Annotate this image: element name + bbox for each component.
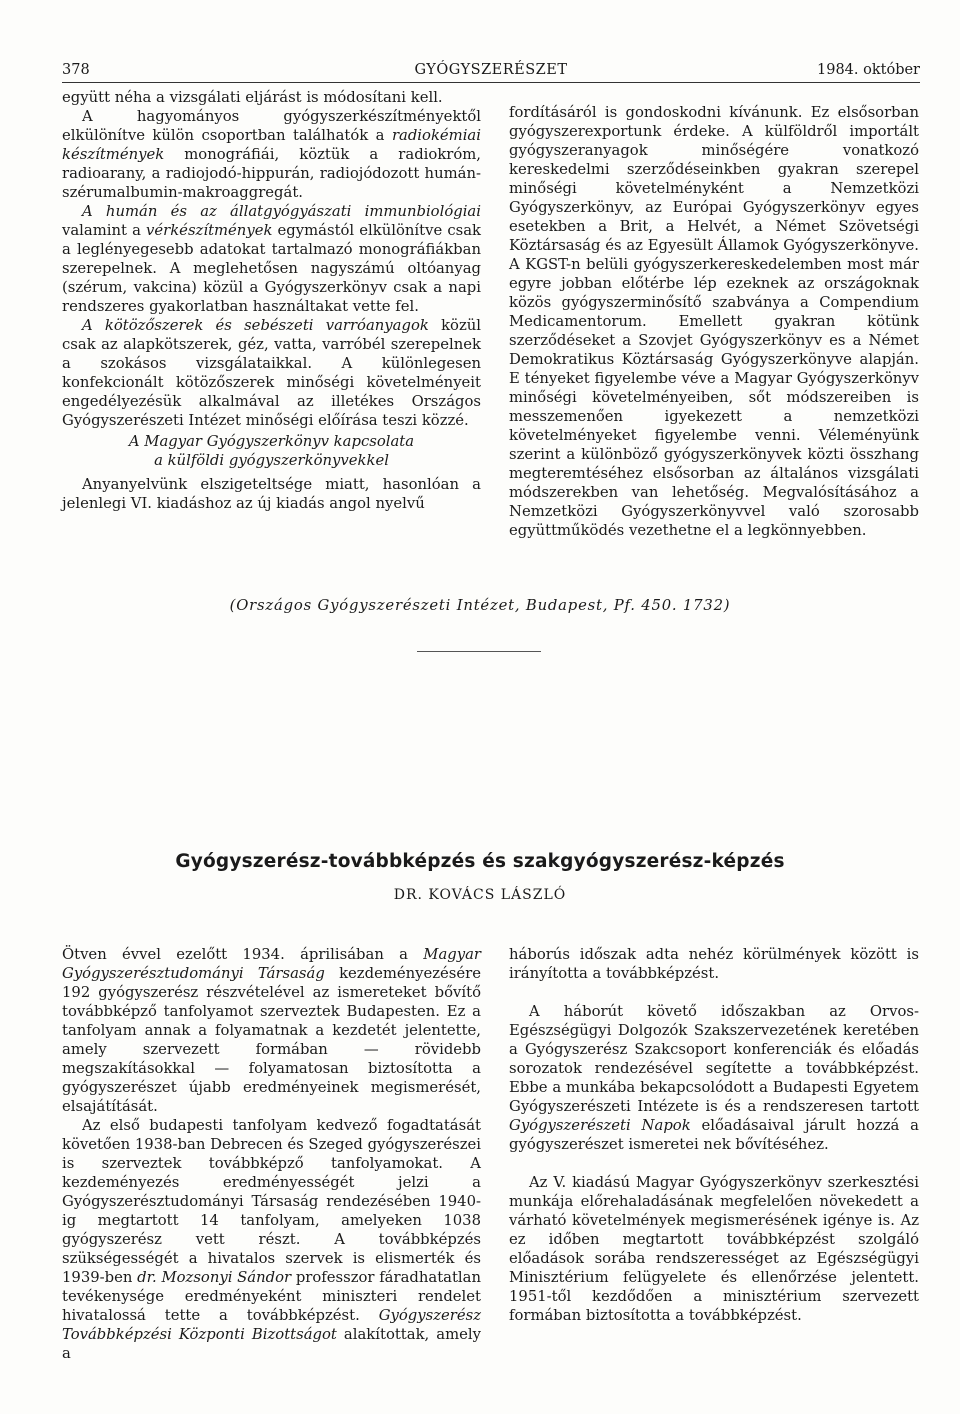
paragraph: Az első budapesti tanfolyam kedvező fogadtatását követően 1938-ban Debrecen és Szeged gyógyszerészei is szerveztek továbbképző tanfolyamokat. A kezdeményezés eredményességét jelzi a Gyógyszerésztudományi Társaság rendezésében 1940-ig megtartott 14 tanfolyam, amelyeken 1038 gyógyszerész vett részt. A továbbképzés szükségességét a hivatalos szervek is elismerték és 1939-ben dr. Mozsonyi Sándor professzor fáradhatatlan tevékenysége eredményeként miniszteri rendelet hivatalossá tette a továbbképzést. Gyógyszerész Továbbképzési Központi Bizottságot alakítottak, amely a — [62, 1117, 482, 1362]
paragraph: A kötözőszerek és sebészeti varróanyagok közül csak az alapkötszerek, géz, vatta, varróbél szerepelnek a szokásos vizsgálataikkal. A különlegesen konfekcionált kötözőszerek minőségi követelményeit engedélyezésük alkalmával az illetékes Országos Gyógyszerészeti Intézet minőségi előírása teszi közzé. — [62, 317, 482, 429]
paragraph: A háborút követő időszakban az Orvos-Egészségügyi Dolgozók Szakszervezetének keretében a Gyógyszerész Szakcsoport konferenciák és előadás sorozatok rendezésével segítette a továbbképzést. Ebbe a munkába bekapcsolódott a Budapesti Egyetem Gyógyszerészeti Intézete is és a rendszeresen tartott Gyógyszerészeti Napok előadásaival járult hozzá a gyógyszerészet ismeretei nek bővítéséhez. — [509, 1003, 919, 1153]
bottom-left-column — [62, 945, 481, 1363]
divider — [417, 651, 541, 652]
article-title: Gyógyszerész-továbbképzés és szakgyógyszerész-képzés — [175, 851, 785, 872]
paragraph: Ötven évvel ezelőtt 1934. áprilisában a Magyar Gyógyszerésztudományi Társaság kezdeményezésére 192 gyógyszerész részvételével az ismereteket bővítő továbbképző tanfolyamot szerveztek Budapesten. Ez a tanfolyam annak a folyamatnak a kezdetét jelentette, amely szervezett formában — rövidebb megszakításokkal — folyamatosan biztosította a gyógyszerészet újabb eredményeinek megismerését, elsajátítását. — [62, 946, 481, 1115]
paragraph: A humán és az állatgyógyászati immunbiológiai valamint a vérkészítmények egymástól elkülönítve csak a leglényegesebb adatokat tartalmazó monográfiákban szerepelnek. A meglehetősen nagyszámú oltóanyag (szérum, vakcina) közül a Gyógyszerkönyv csak a napi rendszeres gyakorlatban használtakat vette fel. — [62, 203, 481, 315]
page-number: 378 — [62, 62, 90, 78]
running-head — [62, 60, 920, 83]
paragraph: fordításáról is gondoskodni kívánunk. Ez elsősorban gyógyszerexportunk érdeke. A külföldről importált gyógyszeranyagok minőségére vonatkozó kereskedelmi szerződéseinkben gyakran szerepel minőségi követelményként a Nemzetközi Gyógyszerkönyv, az Európai Gyógyszerkönyv egyes esetekben a Brit, a Helvét, a Német Szövetségi Köztársaság és az Egyesült Államok Gyógyszerkönyve. A KGST-n belüli gyógyszerkereskedelemben most már egyre jobban előtérbe lép ezeknek az országoknak közös gyógyszerminősítő szabványa a Compendium Medicamentorum. Emellett gyakran kötünk szerződéseket a Szovjet Gyógyszerkönyv es a Német Demokratikus Köztársaság Gyógyszerkönyve alapján. E tényeket figyelembe véve a Magyar Gyógyszerkönyv minőségi követelményeiben, sőt módszereiben is messzemenően igyekezett a nemzetközi követelményeket figyelembe venni. Véleményünk szerint a különböző gyógyszerkönyvek közti összhang megteremtéséhez elsősorban az általános vizsgálati módszerekben van lehetőség. Megvalósításához a Nemzetközi Gyógyszerkönyvvel való szorosabb együttműködés vezethetne el a legkönnyebben. — [509, 104, 919, 539]
journal-name: GYÓGYSZERÉSZET — [414, 62, 568, 78]
paragraph: Anyanyelvünk elszigeteltsége miatt, hasonlóan a jelenlegi VI. kiadáshoz az új kiadás angol nyelvű — [62, 476, 481, 512]
section-heading: A Magyar Gyógyszerkönyv kapcsolata a külföldi gyógyszerkönyvekkel — [128, 433, 415, 469]
top-right-column — [509, 103, 919, 540]
paragraph: Az V. kiadású Magyar Gyógyszerkönyv szerkesztési munkája előrehaladásának megfelelően növekedett a várható követelmények megismerésének igénye is. Az ez időben megtartott továbbképzést szolgáló előadások sorába rendszerességet az Egészségügyi Minisztérium felügyelete és ellenőrzése jelentett. 1951-től kezdődően a minisztérium szervezett formában biztosította a továbbképzést. — [509, 1174, 919, 1324]
institution-signature: (Országos Gyógyszerészeti Intézet, Budapest, Pf. 450. 1732) — [229, 597, 731, 614]
author-name: DR. KOVÁCS LÁSZLÓ — [393, 887, 567, 903]
paragraph: együtt néha a vizsgálati eljárást is módosítani kell. — [62, 89, 443, 106]
issue-date: 1984. október — [817, 62, 920, 78]
bottom-right-column — [509, 945, 919, 1325]
top-left-column — [62, 88, 481, 513]
paragraph: A hagyományos gyógyszerkészítményektől elkülönítve külön csoportban találhatók a radiokémiai készítmények monográfiái, köztük a radiokróm, radioarany, a radiojodó-hippurán, radiojódozott humán-szérumalbumin-makroaggregát. — [62, 108, 481, 201]
paragraph: háborús időszak adta nehéz körülmények között is irányította a továbbképzést. — [509, 946, 919, 982]
